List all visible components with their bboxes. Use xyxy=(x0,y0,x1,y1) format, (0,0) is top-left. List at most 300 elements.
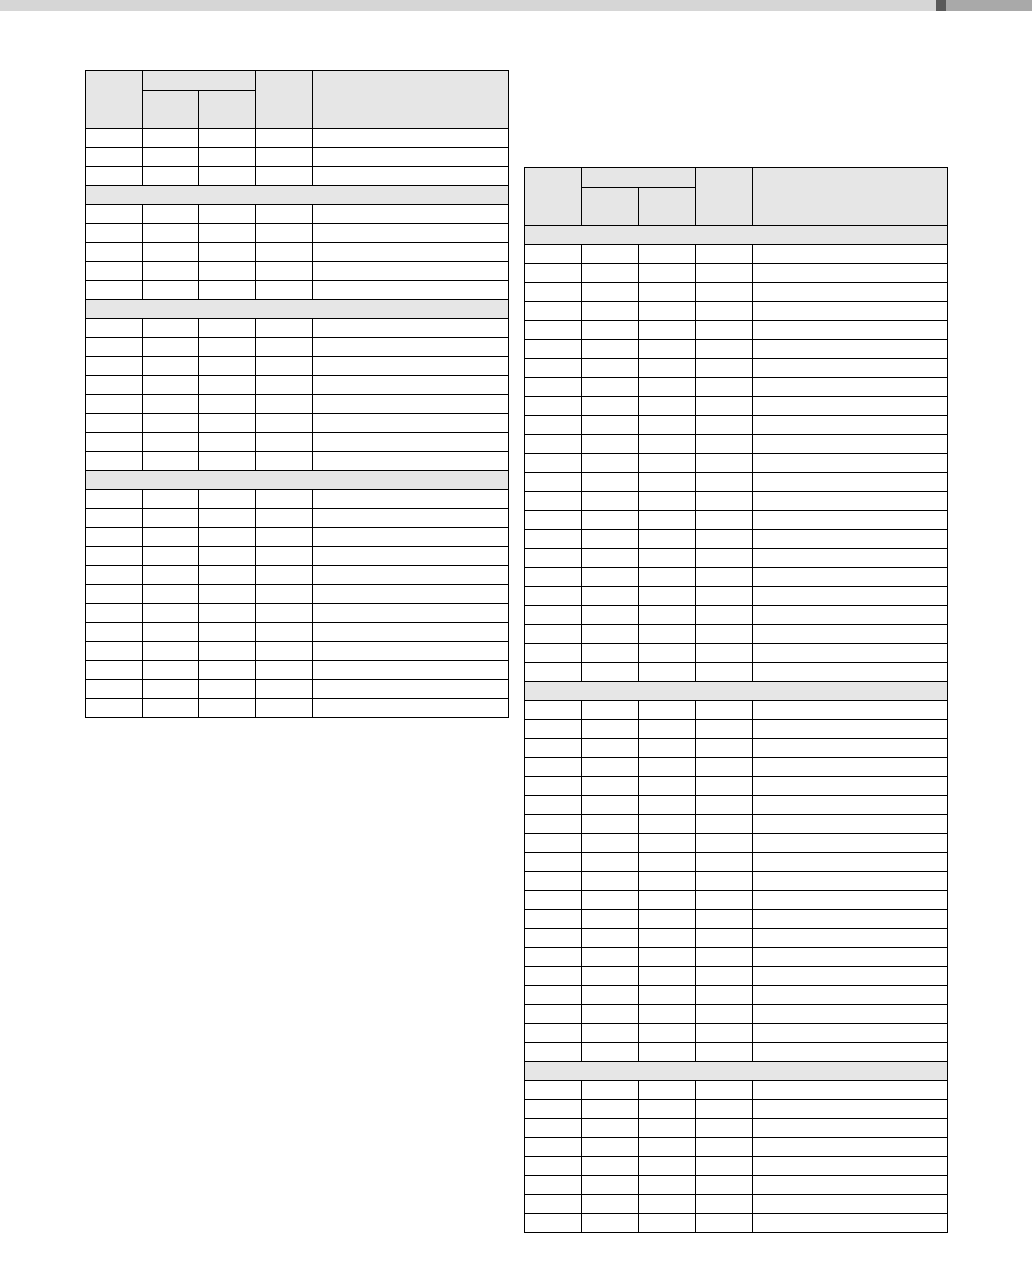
table-cell xyxy=(582,644,639,663)
table-cell xyxy=(582,606,639,625)
table-cell xyxy=(86,604,143,623)
table-header xyxy=(525,168,948,226)
table-cell xyxy=(199,357,256,376)
table-cell xyxy=(639,1024,696,1043)
table-row xyxy=(86,262,509,281)
table-row xyxy=(86,376,509,395)
table-cell xyxy=(313,661,509,680)
table-cell xyxy=(639,663,696,682)
table-cell xyxy=(696,701,753,720)
table-body xyxy=(525,226,948,1233)
table-cell xyxy=(753,359,948,378)
table-cell xyxy=(256,547,313,566)
table-row xyxy=(86,604,509,623)
table-cell xyxy=(696,473,753,492)
table-cell xyxy=(582,1195,639,1214)
table-row xyxy=(86,642,509,661)
section-label xyxy=(525,1062,948,1081)
table-cell xyxy=(753,853,948,872)
table-cell xyxy=(696,1214,753,1233)
table-cell xyxy=(313,509,509,528)
table-cell xyxy=(199,395,256,414)
table-cell xyxy=(582,796,639,815)
table-cell xyxy=(199,509,256,528)
table-cell xyxy=(143,281,199,300)
table-cell xyxy=(639,530,696,549)
table-cell xyxy=(582,625,639,644)
table-row xyxy=(86,319,509,338)
table-cell xyxy=(525,530,582,549)
table-cell xyxy=(639,321,696,340)
table-row xyxy=(525,416,948,435)
table-cell xyxy=(313,395,509,414)
table-cell xyxy=(525,1138,582,1157)
section-label xyxy=(86,186,509,205)
table-row xyxy=(525,796,948,815)
table-cell xyxy=(525,568,582,587)
table-row xyxy=(525,1138,948,1157)
table-cell xyxy=(86,452,143,471)
table-cell xyxy=(696,454,753,473)
table-cell xyxy=(582,530,639,549)
table-row xyxy=(525,321,948,340)
table-cell xyxy=(525,264,582,283)
table-cell xyxy=(582,1214,639,1233)
table-cell xyxy=(256,376,313,395)
table-cell xyxy=(639,644,696,663)
table-cell xyxy=(525,454,582,473)
table-row xyxy=(86,566,509,585)
table-cell xyxy=(199,281,256,300)
table-row xyxy=(86,661,509,680)
table-cell xyxy=(753,416,948,435)
table-cell xyxy=(313,338,509,357)
table-row xyxy=(525,967,948,986)
table-cell xyxy=(696,834,753,853)
table-cell xyxy=(753,454,948,473)
table-cell xyxy=(143,319,199,338)
table-cell xyxy=(86,338,143,357)
table-row xyxy=(525,340,948,359)
table-cell xyxy=(143,680,199,699)
table-row xyxy=(86,395,509,414)
table-row xyxy=(86,205,509,224)
table-cell xyxy=(696,891,753,910)
table-cell xyxy=(313,528,509,547)
table-cell xyxy=(696,663,753,682)
table-cell xyxy=(143,642,199,661)
table-cell xyxy=(753,1138,948,1157)
section-row xyxy=(525,226,948,245)
table-body xyxy=(86,129,509,718)
table-cell xyxy=(86,148,143,167)
table-cell xyxy=(639,397,696,416)
table-cell xyxy=(582,1100,639,1119)
table-cell xyxy=(313,281,509,300)
table-row xyxy=(525,1119,948,1138)
table-cell xyxy=(525,1005,582,1024)
table-cell xyxy=(86,490,143,509)
table-row xyxy=(86,452,509,471)
table-cell xyxy=(639,986,696,1005)
table-cell xyxy=(582,1024,639,1043)
table-cell xyxy=(199,566,256,585)
table-cell xyxy=(256,642,313,661)
table-cell xyxy=(753,986,948,1005)
header-col-5 xyxy=(313,71,509,129)
table-cell xyxy=(639,872,696,891)
table-cell xyxy=(313,585,509,604)
table-cell xyxy=(696,245,753,264)
table-cell xyxy=(696,378,753,397)
table-cell xyxy=(696,967,753,986)
table-cell xyxy=(696,511,753,530)
table-cell xyxy=(639,1100,696,1119)
table-cell xyxy=(639,359,696,378)
table-row xyxy=(525,1100,948,1119)
table-row xyxy=(525,568,948,587)
header-col-5 xyxy=(753,168,948,226)
table-cell xyxy=(696,739,753,758)
table-row xyxy=(525,435,948,454)
table-cell xyxy=(143,509,199,528)
table-cell xyxy=(86,680,143,699)
table-row xyxy=(86,547,509,566)
table-cell xyxy=(199,604,256,623)
table-cell xyxy=(86,623,143,642)
table-cell xyxy=(313,490,509,509)
table-cell xyxy=(86,224,143,243)
table-cell xyxy=(696,1157,753,1176)
table-cell xyxy=(143,547,199,566)
table-cell xyxy=(753,568,948,587)
table-cell xyxy=(256,167,313,186)
table-row xyxy=(525,302,948,321)
table-row xyxy=(525,910,948,929)
table-cell xyxy=(86,281,143,300)
table-cell xyxy=(639,454,696,473)
header-group xyxy=(582,168,696,188)
table-cell xyxy=(582,948,639,967)
table-cell xyxy=(639,511,696,530)
table-cell xyxy=(582,473,639,492)
table-row xyxy=(86,167,509,186)
table-cell xyxy=(256,623,313,642)
table-row xyxy=(525,587,948,606)
table-cell xyxy=(143,129,199,148)
table-cell xyxy=(199,224,256,243)
table-cell xyxy=(143,338,199,357)
table-cell xyxy=(696,549,753,568)
table-cell xyxy=(753,245,948,264)
table-row xyxy=(525,1176,948,1195)
table-cell xyxy=(86,243,143,262)
table-cell xyxy=(256,319,313,338)
section-label xyxy=(525,226,948,245)
table-cell xyxy=(525,986,582,1005)
table-cell xyxy=(143,528,199,547)
table-cell xyxy=(753,1176,948,1195)
table-cell xyxy=(313,566,509,585)
table-cell xyxy=(199,262,256,281)
table-cell xyxy=(582,1081,639,1100)
table-cell xyxy=(582,815,639,834)
table-cell xyxy=(525,549,582,568)
table-cell xyxy=(696,910,753,929)
table-cell xyxy=(753,492,948,511)
table-cell xyxy=(639,245,696,264)
header-col-1 xyxy=(525,168,582,226)
table-cell xyxy=(86,357,143,376)
table-cell xyxy=(582,454,639,473)
table-cell xyxy=(525,1176,582,1195)
table-cell xyxy=(256,357,313,376)
table-cell xyxy=(639,701,696,720)
table-cell xyxy=(525,1119,582,1138)
table-cell xyxy=(199,547,256,566)
table-cell xyxy=(639,967,696,986)
table-cell xyxy=(525,587,582,606)
table-row xyxy=(86,509,509,528)
table-cell xyxy=(582,720,639,739)
table-cell xyxy=(525,511,582,530)
table-cell xyxy=(639,739,696,758)
table-cell xyxy=(525,606,582,625)
table-cell xyxy=(696,948,753,967)
table-cell xyxy=(696,1043,753,1062)
table-cell xyxy=(143,262,199,281)
table-cell xyxy=(582,587,639,606)
table-cell xyxy=(753,891,948,910)
table-cell xyxy=(86,262,143,281)
header-accent-square xyxy=(936,0,946,11)
table-cell xyxy=(143,376,199,395)
table-row xyxy=(525,625,948,644)
table-cell xyxy=(696,1081,753,1100)
table-cell xyxy=(639,549,696,568)
table-cell xyxy=(753,511,948,530)
table-cell xyxy=(696,1138,753,1157)
table-row xyxy=(525,530,948,549)
table-cell xyxy=(86,585,143,604)
table-cell xyxy=(525,644,582,663)
table-cell xyxy=(696,720,753,739)
table-row xyxy=(525,454,948,473)
table-cell xyxy=(753,530,948,549)
table-cell xyxy=(313,376,509,395)
table-cell xyxy=(525,435,582,454)
header-sub-1 xyxy=(582,188,639,226)
table-cell xyxy=(696,1005,753,1024)
table-cell xyxy=(582,872,639,891)
table-cell xyxy=(753,777,948,796)
table-cell xyxy=(199,129,256,148)
table-row xyxy=(525,1195,948,1214)
table-cell xyxy=(525,739,582,758)
table-cell xyxy=(582,1157,639,1176)
table-row xyxy=(86,680,509,699)
table-cell xyxy=(696,929,753,948)
table-cell xyxy=(753,663,948,682)
table-cell xyxy=(199,205,256,224)
table-cell xyxy=(696,796,753,815)
table-cell xyxy=(143,566,199,585)
table-cell xyxy=(525,1024,582,1043)
table-cell xyxy=(753,321,948,340)
table-cell xyxy=(525,625,582,644)
table-cell xyxy=(256,205,313,224)
table-cell xyxy=(256,281,313,300)
table-row xyxy=(525,245,948,264)
table-cell xyxy=(256,395,313,414)
table-cell xyxy=(639,606,696,625)
table-cell xyxy=(639,834,696,853)
table-cell xyxy=(582,416,639,435)
table-row xyxy=(525,948,948,967)
header-sub-2 xyxy=(639,188,696,226)
table-row xyxy=(525,1005,948,1024)
table-cell xyxy=(313,699,509,718)
table-cell xyxy=(753,549,948,568)
table-cell xyxy=(639,853,696,872)
table-cell xyxy=(582,834,639,853)
table-cell xyxy=(313,642,509,661)
table-cell xyxy=(199,680,256,699)
table-cell xyxy=(753,1119,948,1138)
table-cell xyxy=(753,1195,948,1214)
table-cell xyxy=(199,585,256,604)
table-cell xyxy=(86,699,143,718)
table-cell xyxy=(753,283,948,302)
table-cell xyxy=(525,321,582,340)
table-cell xyxy=(199,433,256,452)
table-row xyxy=(525,834,948,853)
table-cell xyxy=(753,625,948,644)
table-cell xyxy=(256,509,313,528)
table-row xyxy=(525,1024,948,1043)
table-cell xyxy=(86,547,143,566)
table-cell xyxy=(256,129,313,148)
table-cell xyxy=(753,473,948,492)
table-cell xyxy=(313,433,509,452)
table-cell xyxy=(256,490,313,509)
table-cell xyxy=(199,642,256,661)
table-cell xyxy=(582,1119,639,1138)
table-cell xyxy=(753,606,948,625)
table-cell xyxy=(753,1100,948,1119)
table-cell xyxy=(639,910,696,929)
table-cell xyxy=(639,435,696,454)
table-cell xyxy=(525,283,582,302)
table-cell xyxy=(753,264,948,283)
table-cell xyxy=(199,452,256,471)
table-cell xyxy=(753,967,948,986)
table-cell xyxy=(753,720,948,739)
table-cell xyxy=(86,319,143,338)
table-cell xyxy=(696,302,753,321)
table-cell xyxy=(696,264,753,283)
table-cell xyxy=(582,397,639,416)
table-cell xyxy=(143,205,199,224)
table-cell xyxy=(582,929,639,948)
table-cell xyxy=(639,1043,696,1062)
table-cell xyxy=(582,1176,639,1195)
table-cell xyxy=(143,490,199,509)
table-cell xyxy=(143,623,199,642)
table-cell xyxy=(639,492,696,511)
table-cell xyxy=(525,1195,582,1214)
table-cell xyxy=(143,699,199,718)
table-cell xyxy=(86,414,143,433)
table-cell xyxy=(199,699,256,718)
table-cell xyxy=(639,1157,696,1176)
table-cell xyxy=(639,758,696,777)
table-row xyxy=(525,606,948,625)
table-cell xyxy=(86,376,143,395)
table-cell xyxy=(696,416,753,435)
table-cell xyxy=(582,283,639,302)
header-sub-2 xyxy=(199,91,256,129)
table-cell xyxy=(256,262,313,281)
table-cell xyxy=(753,815,948,834)
table-cell xyxy=(582,777,639,796)
table-cell xyxy=(696,815,753,834)
table-cell xyxy=(199,167,256,186)
table-cell xyxy=(199,528,256,547)
table-cell xyxy=(582,302,639,321)
table-cell xyxy=(639,1005,696,1024)
table-cell xyxy=(639,891,696,910)
table-cell xyxy=(753,758,948,777)
header-group xyxy=(143,71,256,91)
table-cell xyxy=(313,224,509,243)
table-cell xyxy=(525,929,582,948)
section-row xyxy=(86,300,509,319)
table-cell xyxy=(753,948,948,967)
data-table-left xyxy=(85,70,509,718)
table-cell xyxy=(525,872,582,891)
table-cell xyxy=(143,585,199,604)
table-row xyxy=(525,815,948,834)
table-cell xyxy=(313,604,509,623)
table-cell xyxy=(582,568,639,587)
table-row xyxy=(86,357,509,376)
table-cell xyxy=(639,948,696,967)
table-cell xyxy=(639,568,696,587)
table-row xyxy=(525,891,948,910)
table-cell xyxy=(696,758,753,777)
table-cell xyxy=(582,492,639,511)
table-cell xyxy=(525,1081,582,1100)
table-row xyxy=(525,758,948,777)
table-row xyxy=(525,1081,948,1100)
table-cell xyxy=(525,359,582,378)
table-cell xyxy=(525,302,582,321)
table-cell xyxy=(582,435,639,454)
table-row xyxy=(525,359,948,378)
table-cell xyxy=(696,644,753,663)
table-cell xyxy=(143,224,199,243)
table-cell xyxy=(582,321,639,340)
table-cell xyxy=(639,625,696,644)
table-cell xyxy=(696,872,753,891)
table-cell xyxy=(256,433,313,452)
table-cell xyxy=(313,205,509,224)
table-cell xyxy=(696,397,753,416)
table-cell xyxy=(199,414,256,433)
table-row xyxy=(525,1043,948,1062)
table-cell xyxy=(582,1005,639,1024)
